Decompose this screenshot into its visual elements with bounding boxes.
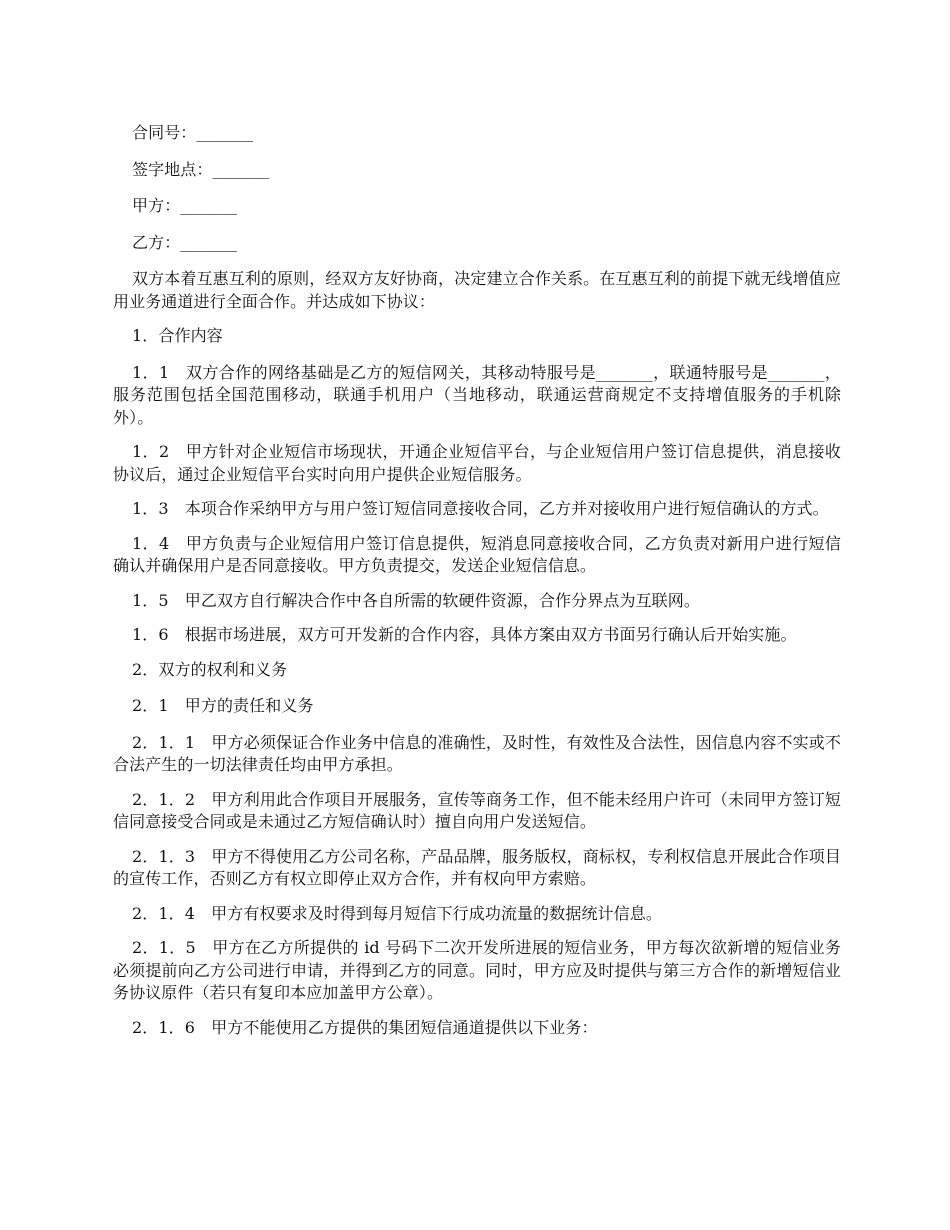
clause-paragraph: 1．5 甲乙双方自行解决合作中各自所需的软硬件资源，合作分界点为互联网。 [132,590,700,610]
clause-paragraph: 2．1．3 甲方不得使用乙方公司名称，产品品牌，服务版权，商标权，专利权信息开展此合作项目的宣传工作，否则乙方有权立即停止双方合作，并有权向甲方索赔。 [113,846,841,888]
clause-paragraph: 2．1．4 甲方有权要求及时得到每月短信下行成功流量的数据统计信息。 [132,903,662,923]
clause-paragraph: 2．1．5 甲方在乙方所提供的 id 号码下二次开发所进展的短信业务，甲方每次欲新增的短信业务必须提前向乙方公司进行申请，并得到乙方的同意。同时，甲方应及时提供与第三方合作的新增短信业务协议原件（若只有复印本应加盖甲方公章）。 [113,938,841,1002]
contract-number-line: 合同号：_______ [132,123,254,142]
clause-paragraph: 2．1．6 甲方不能使用乙方提供的集团短信通道提供以下业务： [132,1017,598,1037]
clause-paragraph: 1．4 甲方负责与企业短信用户签订信息提供，短消息同意接收合同，乙方负责对新用户进行短信确认并确保用户是否同意接收。甲方负责提交，发送企业短信信息。 [113,533,841,575]
document-body [113,122,841,1051]
clause-paragraph: 1．2 甲方针对企业短信市场现状，开通企业短信平台，与企业短信用户签订信息提供，消息接收协议后，通过企业短信平台实时向用户提供企业短信服务。 [113,442,841,484]
clause-paragraph: 2．1．1 甲方必须保证合作业务中信息的准确性，及时性，有效性及合法性，因信息内容不实或不合法产生的一切法律责任均由甲方承担。 [113,732,841,774]
subsection-heading: 2．1 甲方的责任和义务 [132,696,314,715]
clause-paragraph: 1．3 本项合作采纳甲方与用户签订短信同意接收合同，乙方并对接收用户进行短信确认的方式。 [132,499,829,518]
party-b-line: 乙方：_______ [132,232,237,252]
clause-paragraph: 1．1 双方合作的网络基础是乙方的短信网关，其移动特服号是_______，联通特服号是_______，服务范围包括全国范围移动，联通手机用户（当地移动，联通运营商规定不支持增值服务的手机除外）。 [113,362,841,427]
section-heading: 1．合作内容 [132,326,223,345]
clause-paragraph: 2．1．2 甲方利用此合作项目开展服务，宣传等商务工作，但不能未经用户许可（未同甲方签订短信同意接受合同或是未通过乙方短信确认时）擅自向用户发送短信。 [113,789,841,831]
preamble-paragraph: 双方本着互惠互利的原则，经双方友好协商，决定建立合作关系。在互惠互利的前提下就无线增值应用业务通道进行全面合作。并达成如下协议： [113,269,841,311]
clause-paragraph: 1．6 根据市场进展，双方可开发新的合作内容，具体方案由双方书面另行确认后开始实施。 [132,625,797,644]
section-heading: 2．双方的权利和义务 [132,659,288,679]
party-a-line: 甲方：_______ [132,196,237,215]
signing-place-line: 签字地点：_______ [132,159,270,179]
